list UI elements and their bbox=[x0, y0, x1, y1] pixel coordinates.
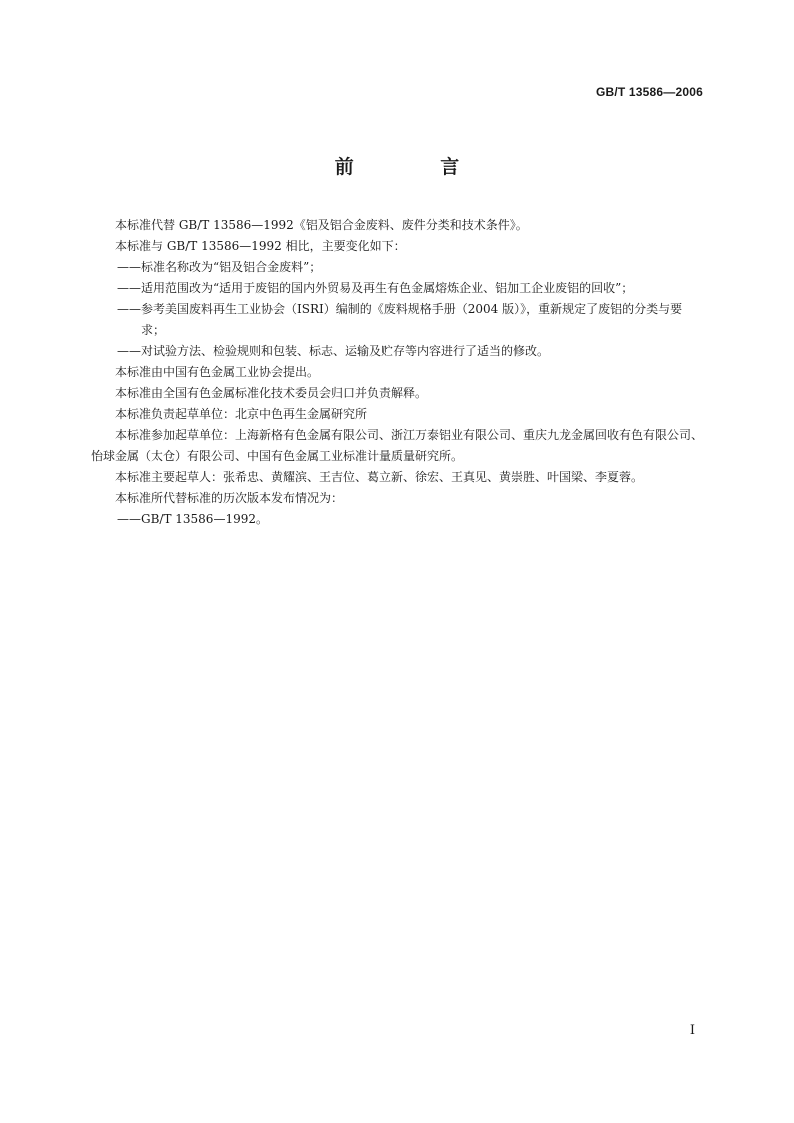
dash-mark: —— bbox=[117, 512, 141, 526]
change-item-text: 适用范围改为“适用于废铝的国内外贸易及再生有色金属熔炼企业、铝加工企业废铝的回收”； bbox=[141, 281, 634, 295]
page-title: 前 言 bbox=[334, 156, 500, 178]
change-item-text: 参考美国废料再生工业协会（ISRI）编制的《废料规格手册（2004 版）》，重新规定了废铝的分类与要求； bbox=[141, 302, 683, 337]
change-item-classification bbox=[91, 299, 703, 341]
paragraph-changes-intro: 本标准与 GB/T 13586—1992 相比，主要变化如下： bbox=[115, 239, 406, 253]
paragraph-lead-drafter: 本标准负责起草单位：北京中色再生金属研究所 bbox=[115, 407, 368, 421]
dash-mark: —— bbox=[117, 260, 141, 274]
paragraph-committee: 本标准由全国有色金属标准化技术委员会归口并负责解释。 bbox=[115, 386, 428, 400]
change-item-text: 对试验方法、检验规则和包装、标志、运输及贮存等内容进行了适当的修改。 bbox=[141, 344, 550, 358]
history-item-text: GB/T 13586—1992。 bbox=[141, 512, 268, 526]
change-item-name bbox=[91, 257, 703, 278]
paragraph-proposer: 本标准由中国有色金属工业协会提出。 bbox=[115, 365, 320, 379]
standard-number: GB/T 13586—2006 bbox=[595, 85, 703, 99]
paragraph-participating-drafters: 本标准参加起草单位：上海新格有色金属有限公司、浙江万泰铝业有限公司、重庆九龙金属回收有色有限公司、怡球金属（太仓）有限公司、中国有色金属工业标准计量质量研究所。 bbox=[91, 428, 704, 463]
history-item bbox=[91, 509, 703, 530]
dash-mark: —— bbox=[117, 302, 141, 316]
change-item-methods bbox=[91, 341, 703, 362]
paragraph-replaces: 本标准代替 GB/T 13586—1992《铝及铝合金废料、废件分类和技术条件》。 bbox=[115, 218, 528, 232]
paragraph-history-intro: 本标准所代替标准的历次版本发布情况为： bbox=[115, 491, 344, 505]
dash-mark: —— bbox=[117, 281, 141, 295]
change-item-scope bbox=[91, 278, 703, 299]
foreword-body bbox=[91, 215, 703, 530]
change-item-text: 标准名称改为“铝及铝合金废料”； bbox=[141, 260, 322, 274]
paragraph-main-drafters: 本标准主要起草人：张希忠、黄耀滨、王吉位、葛立新、徐宏、王真见、黄崇胜、叶国梁、李夏蓉。 bbox=[115, 470, 644, 484]
dash-mark: —— bbox=[117, 344, 141, 358]
page-number: I bbox=[689, 1023, 695, 1038]
